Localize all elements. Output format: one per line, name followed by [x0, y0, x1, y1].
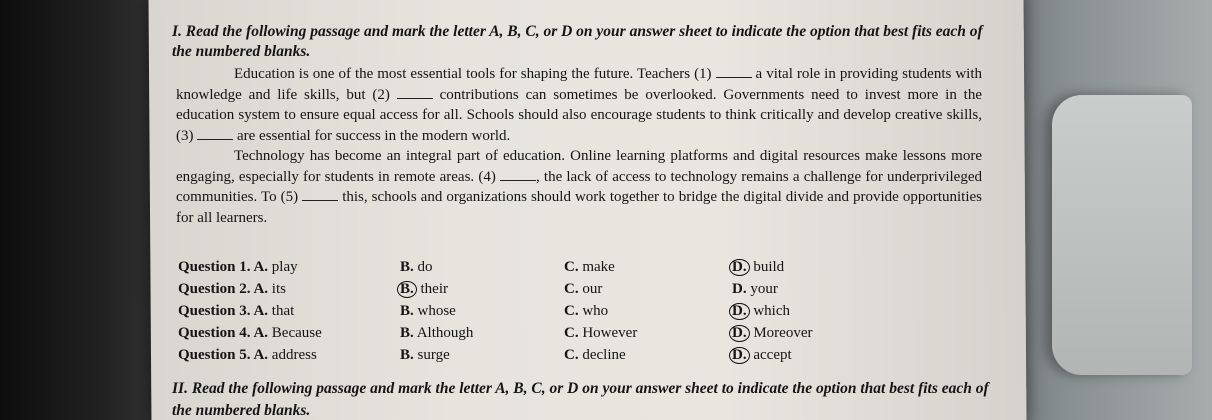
question-3: Question 3. A. that B. whose C. who D. which — [178, 303, 791, 319]
option-a: play — [271, 259, 298, 275]
option-b: surge — [417, 347, 450, 363]
passage — [176, 64, 982, 228]
background-object — [1052, 95, 1192, 375]
question-2: Question 2. A. its B. their C. our D. your — [178, 281, 778, 297]
option-b: whose — [417, 303, 456, 319]
option-b: Although — [416, 325, 474, 341]
circled-answer-d: D. — [729, 303, 750, 320]
option-c: decline — [582, 347, 626, 363]
question-4: Question 4. A. Because B. Although C. However D. Moreover — [178, 325, 813, 341]
blank-2 — [397, 86, 433, 99]
option-d: build — [753, 259, 785, 275]
circled-answer-d: D. — [729, 347, 750, 364]
option-b: do — [417, 259, 433, 275]
option-d: Moreover — [753, 325, 813, 341]
option-a: its — [271, 281, 286, 297]
question-list — [178, 256, 978, 366]
blank-5 — [302, 188, 338, 201]
option-c: However — [582, 325, 638, 341]
option-a: Because — [271, 325, 322, 341]
option-d: your — [750, 281, 778, 297]
circled-answer-d: D. — [729, 259, 750, 276]
blank-3 — [197, 127, 233, 140]
blank-4 — [500, 168, 536, 181]
paragraph-1: Education is one of the most essential tools for shaping the future. Teachers (1) a vital role in providing students with knowledge and life skills, but (2) contributions can sometimes be overlooked. Governments need to invest more in the education system to ensure equal access for all. Schools should also encourage students to think critically and develop creative skills, (3) are essential for success in the modern world. — [176, 66, 983, 144]
option-d: which — [753, 303, 791, 319]
question-5: Question 5. A. address B. surge C. decline D. accept — [178, 347, 792, 363]
paragraph-2: Technology has become an integral part of education. Online learning platforms and digital resources make lessons more engaging, especially for students in remote areas. (4) , the lack of access to technology remains a challenge for underprivileged communities. To (5) this, schools and organizations should work together to bridge the digital divide and provide opportunities for all learners. — [176, 148, 982, 226]
section-1-heading: I. Read the following passage and mark the letter A, B, C, or D on your answer sheet to indicate the option that best fits each of the numbered blanks. — [172, 23, 983, 60]
option-a: address — [271, 347, 317, 363]
option-c: make — [582, 259, 615, 275]
circled-answer-d: D. — [729, 325, 750, 342]
option-d: accept — [753, 347, 792, 363]
blank-1 — [716, 65, 752, 78]
section-2-heading: II. Read the following passage and mark the letter A, B, C, or D on your answer sheet to indicate the option that best fits each of the numbered blanks. — [172, 380, 989, 419]
worksheet — [170, 0, 1000, 420]
option-b: their — [420, 281, 449, 297]
option-c: who — [582, 303, 609, 319]
option-c: our — [582, 281, 603, 297]
circled-answer-b: B. — [397, 281, 417, 298]
option-a: that — [271, 303, 295, 319]
question-1: Question 1. A. play B. do C. make D. build — [178, 259, 785, 275]
